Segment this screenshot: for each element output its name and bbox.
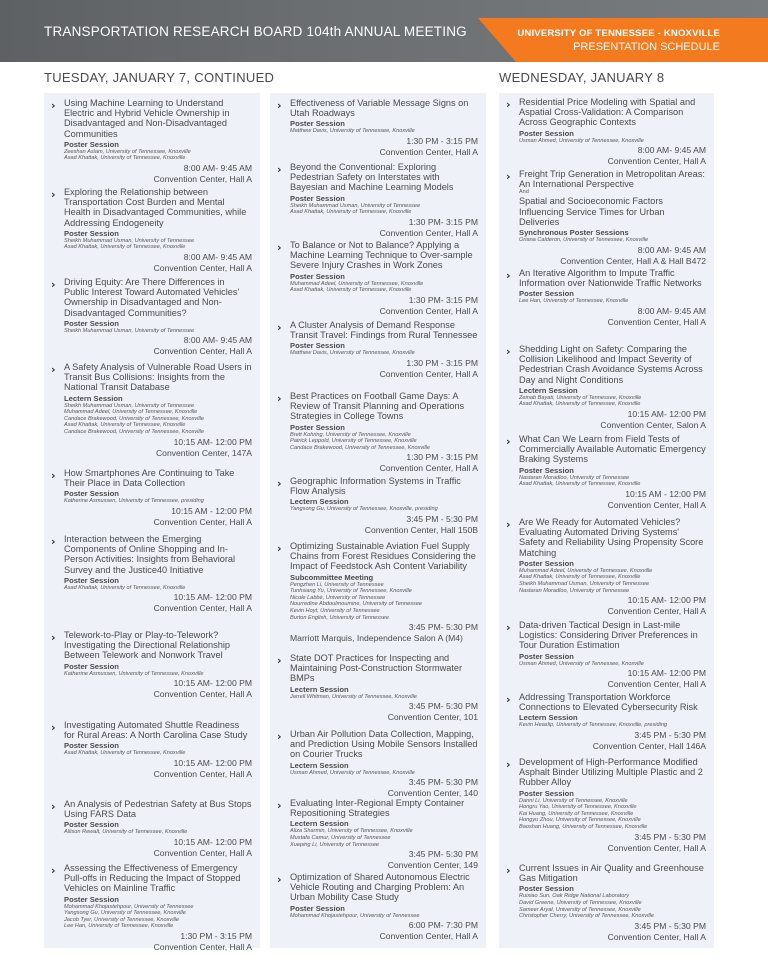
session-location: Convention Center, Hall A xyxy=(379,147,478,157)
session-type: Poster Session xyxy=(290,193,345,203)
session-time: 10:15 AM- 12:00 PM xyxy=(173,436,252,447)
session-type: Poster Session xyxy=(64,575,119,585)
session-item[interactable] xyxy=(499,863,714,943)
session-authors xyxy=(290,203,478,216)
author-line: Lee Han, University of Tennessee, Knoxville xyxy=(64,923,174,930)
session-time: 3:45 PM - 5:30 PM xyxy=(406,514,478,524)
session-time: 10:15 AM- 12:00 PM xyxy=(627,595,706,606)
session-conjunction: And xyxy=(519,189,529,196)
author-line: Baoshan Huang, University of Tennessee, Knoxville xyxy=(519,823,648,830)
session-time: 8:00 AM- 9:45 AM xyxy=(637,306,706,316)
session-time: 3:45 PM - 5:30 PM xyxy=(634,920,706,931)
chevron-right-icon: › xyxy=(506,170,511,183)
session-location: Convention Center, Hall A & Hall B472 xyxy=(560,255,706,266)
session-title: Development of High-Performance Modified Asphalt Binder Utilizing Multiple Plastic and 2 Rubber Alloy xyxy=(519,757,703,788)
session-type: Poster Session xyxy=(64,741,119,751)
session-time: 10:15 AM - 12:00 PM xyxy=(625,488,706,499)
chevron-right-icon: › xyxy=(51,721,56,734)
session-type: Subcommittee Meeting xyxy=(290,572,374,582)
session-item[interactable] xyxy=(499,344,714,431)
session-time: 1:30 PM- 3:15 PM xyxy=(408,294,478,305)
chevron-right-icon: › xyxy=(506,621,511,634)
session-location: Convention Center, 149 xyxy=(387,860,478,871)
session-title: Assessing the Effectiveness of Emergency Pull-offs in Reducing the Impact of Stopped Vehicles on Mainline Traffic xyxy=(64,863,241,894)
chevron-right-icon: › xyxy=(506,98,511,111)
session-type: Lectern Session xyxy=(519,385,578,395)
session-type: Poster Session xyxy=(64,894,119,904)
session-title: Geographic Information Systems in Traffic Flow Analysis xyxy=(290,476,461,497)
chevron-right-icon: › xyxy=(277,392,282,405)
session-time: 3:45 PM- 5:30 PM xyxy=(408,849,478,860)
session-authors xyxy=(64,829,252,836)
author-line: Sheikh Muhammad Usman, University of Tennessee xyxy=(64,402,195,409)
author-line: Asad Khattak, University of Tennessee, Knoxville xyxy=(64,422,186,429)
session-time: 1:30 PM - 3:15 PM xyxy=(406,358,478,368)
session-title: State DOT Practices for Inspecting and Maintaining Post-Construction Stormwater BMPs xyxy=(290,653,463,684)
session-authors xyxy=(519,138,706,145)
session-location: Convention Center, Hall A xyxy=(153,263,252,273)
chevron-right-icon: › xyxy=(51,469,56,482)
session-title: Exploring the Relationship between Transportation Cost Burden and Mental Health in Disadvantaged Communities, while Addressing Endogeneity xyxy=(64,187,247,228)
session-type: Poster Session xyxy=(519,884,574,894)
session-type: Poster Session xyxy=(519,651,574,661)
session-type: Lectern Session xyxy=(519,713,578,723)
session-time: 1:30 PM - 3:15 PM xyxy=(406,136,478,146)
session-location: Convention Center, Hall A xyxy=(607,317,706,327)
author-line: Nicole Labbé, University of Tennessee xyxy=(290,594,386,601)
session-title: Urban Air Pollution Data Collection, Mapping, and Prediction Using Mobile Sensors Installed on Courier Trucks xyxy=(290,729,478,760)
author-line: Kai Huang, University of Tennessee, Knoxville xyxy=(519,810,634,817)
author-line: Christopher Cherry, University of Tennessee, Knoxville xyxy=(519,913,654,920)
chevron-right-icon: › xyxy=(277,241,282,254)
author-line: Lee Han, University of Tennessee, Knoxville xyxy=(519,298,629,305)
session-authors xyxy=(64,904,252,930)
session-location: Convention Center, 101 xyxy=(387,712,478,723)
session-location: Convention Center, 140 xyxy=(387,788,478,799)
session-time: 8:00 AM- 9:45 AM xyxy=(637,244,706,255)
schedule-subtitle: PRESENTATION SCHEDULE xyxy=(573,41,720,53)
session-location: Convention Center, Hall A xyxy=(153,174,252,184)
session-item[interactable] xyxy=(270,541,486,644)
session-title: Current Issues in Air Quality and Greenhouse Gas Mitigation xyxy=(519,863,704,884)
author-line: Mohammad Khojastehpour, University of Tennessee xyxy=(290,912,420,919)
session-item[interactable] xyxy=(499,757,714,854)
author-line: Hongru Yao, University of Tennessee, Knoxville xyxy=(519,804,637,811)
session-location: Convention Center, Hall A xyxy=(379,369,478,379)
session-authors xyxy=(290,350,478,357)
session-authors xyxy=(290,506,478,513)
session-title: Beyond the Conventional: Exploring Pedestrian Safety on Interstates with Bayesian and Machine Learning Models xyxy=(290,162,454,193)
session-title: Data-driven Tactical Design in Last-mile Logistics: Considering Driver Preferences in Tour Duration Estimation xyxy=(519,620,698,651)
session-title: Optimization of Shared Autonomous Electric Vehicle Routing and Charging Problem: An Urban Mobility Case Study xyxy=(290,872,470,903)
session-authors xyxy=(519,722,706,729)
author-line: Xueping Li, University of Tennessee xyxy=(290,841,380,848)
chevron-right-icon: › xyxy=(277,542,282,555)
session-type: Poster Session xyxy=(519,465,574,475)
session-item[interactable] xyxy=(270,872,486,942)
author-line: Sheikh Muhammad Usman, University of Tennessee xyxy=(519,581,650,587)
session-time: 3:45 PM- 5:30 PM xyxy=(408,701,478,712)
session-location: Convention Center, Salon A xyxy=(600,420,706,430)
author-line: Zeinab Bayati, University of Tennessee, Knoxville xyxy=(519,394,642,401)
day-heading-tuesday: TUESDAY, JANUARY 7, CONTINUED xyxy=(44,70,275,85)
author-line: Asad Khattak, University of Tennessee, Knoxville xyxy=(290,209,412,216)
author-line: Danni Li, University of Tennessee, Knoxville xyxy=(519,797,628,804)
chevron-right-icon: › xyxy=(277,477,282,490)
session-authors xyxy=(519,237,706,244)
session-title: To Balance or Not to Balance? Applying a Machine Learning Technique to Over-sample Severe Injury Crashes in Work Zones xyxy=(290,240,473,271)
session-authors xyxy=(290,128,478,135)
chevron-right-icon: › xyxy=(506,758,511,771)
session-type: Synchronous Poster Sessions xyxy=(519,228,629,238)
author-line: Katherine Asmussen, University of Tennessee, Knoxville xyxy=(64,670,204,677)
session-time: 3:45 PM- 5:30 PM xyxy=(408,777,478,788)
session-item[interactable] xyxy=(270,320,486,380)
session-item[interactable] xyxy=(270,98,486,158)
chevron-right-icon: › xyxy=(277,163,282,176)
session-authors xyxy=(519,475,706,488)
session-type: Poster Session xyxy=(290,903,345,913)
author-line: Candace Brakewood, University of Tennessee, Knoxville xyxy=(64,428,205,435)
author-line: Asad Khattak, University of Tennessee, Knoxville xyxy=(519,481,641,488)
session-item[interactable] xyxy=(270,798,486,871)
author-line: Yangsong Gu, University of Tennessee, Knoxville, presiding xyxy=(290,506,438,513)
author-line: Candace Brakewood, University of Tennessee, Knoxville xyxy=(290,444,431,451)
session-authors xyxy=(519,661,706,668)
author-line: Sheikh Muhammad Usman, University of Tennessee xyxy=(64,237,195,244)
session-item[interactable] xyxy=(44,534,260,614)
session-type: Lectern Session xyxy=(290,819,349,829)
author-line: Kevin Heaslip, University of Tennessee, Knoxville, presiding xyxy=(519,722,668,729)
session-time: 8:00 AM- 9:45 AM xyxy=(183,163,252,173)
author-line: Burton English, University of Tennessee xyxy=(290,614,389,621)
session-type: Lectern Session xyxy=(290,684,349,694)
session-location: Convention Center, Hall A xyxy=(607,499,706,510)
session-time: 10:15 AM - 12:00 PM xyxy=(171,506,252,516)
session-item[interactable] xyxy=(499,517,714,617)
session-title: Evaluating Inter-Regional Empty Container Repositioning Strategies xyxy=(290,798,465,819)
author-line: Pengzhen Li, University of Tennessee xyxy=(290,581,384,588)
author-line: Asad Khattak, University of Tennessee, Knoxville xyxy=(290,287,412,294)
session-type: Poster Session xyxy=(519,788,574,798)
session-item[interactable] xyxy=(270,476,486,536)
session-type: Lectern Session xyxy=(290,497,349,507)
session-location: Convention Center, Hall A xyxy=(607,842,706,853)
session-type: Poster Session xyxy=(64,228,119,238)
session-type: Lectern Session xyxy=(290,760,349,770)
session-authors xyxy=(64,149,252,162)
session-authors xyxy=(64,403,252,436)
session-authors xyxy=(290,770,478,777)
session-type: Poster Session xyxy=(290,119,345,129)
author-line: Muhammad Adeel, University of Tennessee, Knoxville xyxy=(519,567,653,574)
session-type: Lectern Session xyxy=(64,393,123,403)
session-type: Poster Session xyxy=(519,558,574,568)
session-location: Convention Center, Hall A xyxy=(153,689,252,700)
session-authors xyxy=(519,893,706,919)
session-location: Convention Center, Hall A xyxy=(607,606,706,617)
session-type: Poster Session xyxy=(64,489,119,499)
session-title: Interaction between the Emerging Components of Online Shopping and In-Person Activities: Insights from Behavioral Survey and the Justice40 Initiative xyxy=(64,534,236,575)
session-title: How Smartphones Are Continuing to Take Their Place in Data Collection xyxy=(64,468,235,489)
session-time: 8:00 AM- 9:45 AM xyxy=(183,335,252,346)
session-item[interactable] xyxy=(44,362,260,459)
chevron-right-icon: › xyxy=(51,363,56,376)
session-item[interactable] xyxy=(44,468,260,528)
chevron-right-icon: › xyxy=(51,278,56,291)
author-line: Aliza Sharmin, University of Tennessee, Knoxville xyxy=(290,828,413,835)
session-title: An Analysis of Pedestrian Safety at Bus Stops Using FARS Data xyxy=(64,799,252,820)
session-time: 10:15 AM- 12:00 PM xyxy=(173,758,252,768)
session-type: Poster Session xyxy=(290,341,345,351)
session-title: Optimizing Sustainable Aviation Fuel Supply Chains from Forest Residues Considering the Impact of Feedstock Ash Content Variability xyxy=(290,541,476,572)
author-line: Sameer Aryal, University of Tennessee, Knoxville xyxy=(519,906,641,913)
session-location: Convention Center, Hall A xyxy=(153,769,252,779)
session-time: 3:45 PM - 5:30 PM xyxy=(634,831,706,842)
session-type: Poster Session xyxy=(290,422,345,432)
session-title: Shedding Light on Safety: Comparing the Collision Likelihood and Impact Severity of Pedestrian Crash Avoidance Systems Across Day and Night Conditions xyxy=(519,344,703,385)
author-line: David Greene, University of Tennessee, Knoxville xyxy=(519,900,642,906)
session-location: Convention Center, Hall A xyxy=(379,931,478,942)
session-title: Effectiveness of Variable Message Signs on Utah Roadways xyxy=(290,98,469,119)
session-time: 1:30 PM - 3:15 PM xyxy=(180,930,252,941)
session-time: 10:15 AM- 12:00 PM xyxy=(173,837,252,847)
chevron-right-icon: › xyxy=(277,321,282,334)
chevron-right-icon: › xyxy=(51,188,56,201)
author-line: Hongyu Zhou, University of Tennessee, Knoxville xyxy=(519,817,641,824)
chevron-right-icon: › xyxy=(506,345,511,358)
author-line: Ruixiao Sun, Oak Ridge National Laboratory xyxy=(519,893,630,900)
chevron-right-icon: › xyxy=(506,435,511,448)
author-line: Jacob Tyer, University of Tennessee, Knoxville xyxy=(64,916,180,923)
session-location: Convention Center, Hall A xyxy=(153,517,252,527)
session-title: Freight Trip Generation in Metropolitan Areas: An International Perspective xyxy=(519,169,705,190)
author-line: Patrick Leppold, University of Tennessee, Knoxville xyxy=(290,438,417,445)
chevron-right-icon: › xyxy=(51,800,56,813)
session-authors xyxy=(519,395,706,408)
session-location: Convention Center, Hall A xyxy=(153,346,252,357)
session-authors xyxy=(290,582,478,622)
author-line: Kevin Hoyt, University of Tennessee xyxy=(290,607,380,614)
session-location: Convention Center, Hall A xyxy=(379,227,478,238)
author-line: Asad Khattak, University of Tennessee, Knoxville xyxy=(519,401,641,408)
session-time: 8:00 AM- 9:45 AM xyxy=(183,252,252,262)
session-type: Poster Session xyxy=(64,661,119,671)
session-time: 6:00 PM- 7:30 PM xyxy=(408,920,478,931)
author-line: Nourredine Abdoulmoumine, University of Tennessee xyxy=(290,601,423,608)
session-item[interactable] xyxy=(499,692,714,752)
session-title: A Safety Analysis of Vulnerable Road Users in Transit Bus Collisions: Insights from the National Transit Database xyxy=(64,362,252,393)
session-item[interactable] xyxy=(270,240,486,317)
session-title: What Can We Learn from Field Tests of Commercially Available Automatic Emergency Braking Systems xyxy=(519,434,706,465)
chevron-right-icon: › xyxy=(277,873,282,886)
session-location: Convention Center, Hall A xyxy=(379,463,478,474)
author-line: Nastaran Moradloo, University of Tennessee xyxy=(519,474,630,481)
session-authors xyxy=(64,671,252,678)
chevron-right-icon: › xyxy=(277,799,282,812)
author-line: Tunhsiang Yu, University of Tennessee, Knoxville xyxy=(290,588,412,595)
session-location: Convention Center, Hall A xyxy=(607,679,706,690)
session-item[interactable] xyxy=(44,799,260,859)
author-line: Katherine Asmussen, University of Tennessee, presiding xyxy=(64,498,204,505)
session-authors xyxy=(64,328,252,335)
author-line: Yangsong Gu, University of Tennessee, Knoxville xyxy=(64,910,186,917)
session-type: Poster Session xyxy=(64,318,119,328)
author-line: Usman Ahmed, University of Tennessee, Knoxville xyxy=(290,769,415,776)
session-title: Best Practices on Football Game Days: A Review of Transit Planning and Operations Strategies in College Towns xyxy=(290,391,465,422)
session-title: Telework-to-Play or Play-to-Telework? Investigating the Directional Relationship Between Telework and Nonwork Travel xyxy=(64,630,230,661)
chevron-right-icon: › xyxy=(51,535,56,548)
session-item[interactable] xyxy=(270,729,486,799)
session-item[interactable] xyxy=(44,277,260,357)
session-item[interactable] xyxy=(44,187,260,274)
session-type: Poster Session xyxy=(64,820,119,830)
author-line: Allison Rewalt, University of Tennessee, Knoxville xyxy=(64,829,188,836)
conference-title: TRANSPORTATION RESEARCH BOARD 104th ANNUAL MEETING xyxy=(44,24,467,39)
session-type: Poster Session xyxy=(64,139,119,149)
session-item[interactable] xyxy=(44,720,260,780)
chevron-right-icon: › xyxy=(506,864,511,877)
session-item[interactable] xyxy=(499,434,714,511)
session-item[interactable] xyxy=(270,162,486,239)
session-authors xyxy=(64,585,252,592)
session-authors xyxy=(290,432,478,452)
author-line: Asad Khattak, University of Tennessee, Knoxville xyxy=(64,155,186,162)
session-authors xyxy=(64,238,252,251)
chevron-right-icon: › xyxy=(277,654,282,667)
session-item[interactable] xyxy=(44,98,260,185)
session-title-secondary: Spatial and Socioeconomic Factors Influencing Service Times for Urban Deliveries xyxy=(519,196,665,227)
session-time: 10:15 AM- 12:00 PM xyxy=(173,678,252,689)
session-authors xyxy=(64,750,252,757)
session-title: Are We Ready for Automated Vehicles? Evaluating Automated Driving Systems' Safety and Reliability Using Propensity Score Matching xyxy=(519,517,704,558)
tuesday-column-1 xyxy=(44,93,260,952)
chevron-right-icon: › xyxy=(506,693,511,706)
session-time: 8:00 AM- 9:45 AM xyxy=(637,145,706,156)
wednesday-column xyxy=(499,93,714,948)
session-time: 1:30 PM - 3:15 PM xyxy=(406,452,478,463)
author-line: Brett Kohring, University of Tennessee, Knoxville xyxy=(290,431,411,438)
session-item[interactable] xyxy=(44,630,260,700)
session-item[interactable] xyxy=(499,97,714,167)
session-time: 1:30 PM- 3:15 PM xyxy=(408,216,478,227)
author-line: Matthew Davis, University of Tennessee, Knoxville xyxy=(290,350,415,357)
session-type: Poster Session xyxy=(519,289,574,299)
author-line: Asad Khattak, University of Tennessee, Knoxville xyxy=(64,584,186,591)
author-line: Mohammad Khojastehpour, University of Tennessee xyxy=(64,903,194,910)
session-item[interactable] xyxy=(499,620,714,690)
author-line: Sheikh Muhammad Usman, University of Tennessee xyxy=(290,202,421,209)
session-title: Driving Equity: Are There Differences in Public Interest Toward Automated Vehicles' Ownership in Disadvantaged and Non-Disadvantaged Communities? xyxy=(64,277,240,318)
session-time: 10:15 AM- 12:00 PM xyxy=(627,668,706,679)
session-authors xyxy=(290,281,478,294)
session-location: Convention Center, Hall A xyxy=(153,603,252,614)
chevron-right-icon: › xyxy=(51,631,56,644)
author-line: Usman Ahmed, University of Tennessee, Knoxville xyxy=(519,660,644,667)
author-line: Oriana Calderon, University of Tennessee, Knoxville xyxy=(519,237,649,244)
session-location: Convention Center, 147A xyxy=(155,447,252,458)
session-authors xyxy=(290,913,478,920)
session-title: Using Machine Learning to Understand Electric and Hybrid Vehicle Ownership in Disadvantaged and Non-Disadvantaged Communities xyxy=(64,98,230,139)
session-type: Poster Session xyxy=(290,271,345,281)
session-location: Convention Center, Hall A xyxy=(153,941,252,952)
session-location: Convention Center, Hall A xyxy=(607,931,706,942)
day-heading-wednesday: WEDNESDAY, JANUARY 8 xyxy=(499,70,665,85)
author-line: Usman Ahmed, University of Tennessee, Knoxville xyxy=(519,137,644,144)
session-authors xyxy=(290,694,478,701)
session-authors xyxy=(519,798,706,831)
session-item[interactable] xyxy=(44,863,260,953)
chevron-right-icon: › xyxy=(51,864,56,877)
author-line: Muhammad Adeel, University of Tennessee, Knoxville xyxy=(290,280,424,287)
chevron-right-icon: › xyxy=(506,269,511,282)
session-authors xyxy=(64,498,252,505)
session-item[interactable] xyxy=(270,391,486,474)
session-time: 3:45 PM - 5:30 PM xyxy=(634,730,706,740)
session-location: Convention Center, Hall A xyxy=(607,156,706,167)
session-title: An Iterative Algorithm to Impute Traffic Information over Nationwide Traffic Networks xyxy=(519,268,702,289)
chevron-right-icon: › xyxy=(277,99,282,112)
author-line: Asad Khattak, University of Tennessee, Knoxville xyxy=(64,750,186,757)
session-item[interactable] xyxy=(499,268,714,328)
chevron-right-icon: › xyxy=(506,518,511,531)
session-authors xyxy=(519,568,706,594)
session-time: 10:15 AM- 12:00 PM xyxy=(627,409,706,419)
university-name: UNIVERSITY OF TENNESSEE - KNOXVILLE xyxy=(517,28,720,39)
session-type: Poster Session xyxy=(519,128,574,138)
session-location: Marriott Marquis, Independence Salon A (M4) xyxy=(290,633,463,644)
session-title: Investigating Automated Shuttle Readiness for Rural Areas: A North Carolina Case Study xyxy=(64,720,248,741)
author-line: Candace Brakewood, University of Tennessee, Knoxville xyxy=(64,415,205,422)
author-line: Mustafa Camur, University of Tennessee xyxy=(290,835,391,841)
author-line: Muhammad Adeel, University of Tennessee, Knoxville xyxy=(64,409,198,416)
session-title: A Cluster Analysis of Demand Response Transit Travel: Findings from Rural Tennessee xyxy=(290,320,478,341)
session-location: Convention Center, Hall 146A xyxy=(592,741,706,751)
session-title: Residential Price Modeling with Spatial and Aspatial Cross-Validation: A Comparison Across Geographic Contexts xyxy=(519,97,696,128)
author-line: Nastaran Moradloo, University of Tennessee xyxy=(519,587,630,594)
session-authors xyxy=(290,828,478,848)
session-location: Convention Center, Hall A xyxy=(379,305,478,316)
session-location: Convention Center, Hall 150B xyxy=(364,525,478,535)
author-line: Asad Khattak, University of Tennessee, Knoxville xyxy=(519,574,641,581)
university-banner xyxy=(478,18,768,62)
session-title: Addressing Transportation Workforce Connections to Elevated Cybersecurity Risk xyxy=(519,692,698,713)
author-line: Matthew Davis, University of Tennessee, Knoxville xyxy=(290,128,415,135)
session-item[interactable] xyxy=(270,653,486,723)
author-line: Zeeshan Aslam, University of Tennessee, Knoxville xyxy=(64,148,191,155)
session-time: 3:45 PM- 5:30 PM xyxy=(408,622,478,633)
session-authors xyxy=(519,298,706,305)
chevron-right-icon: › xyxy=(51,99,56,112)
session-time: 10:15 AM- 12:00 PM xyxy=(173,592,252,603)
session-item[interactable] xyxy=(499,169,714,267)
author-line: Asad Khattak, University of Tennessee, Knoxville xyxy=(64,244,186,251)
author-line: Jarrell Whitman, University of Tennessee, Knoxville xyxy=(290,693,417,700)
session-location: Convention Center, Hall A xyxy=(153,848,252,858)
chevron-right-icon: › xyxy=(277,730,282,743)
author-line: Sheikh Muhammad Usman, University of Tennessee xyxy=(64,327,195,334)
tuesday-column-2 xyxy=(270,93,486,948)
